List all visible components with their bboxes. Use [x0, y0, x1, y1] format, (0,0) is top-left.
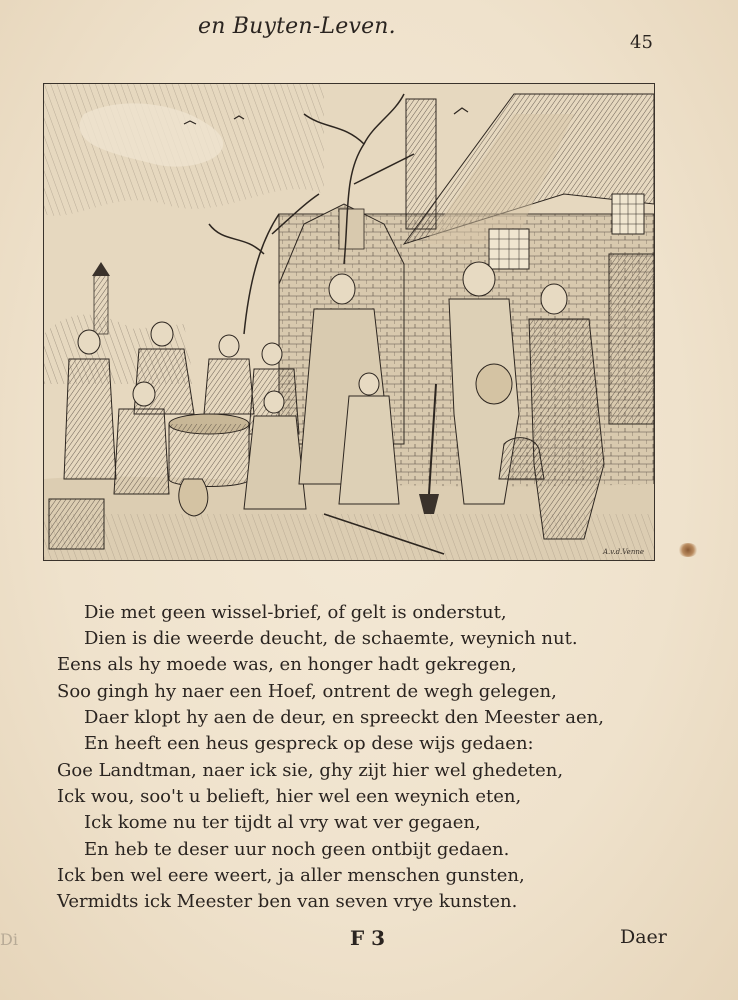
verse-line: En heb te deser uur noch geen ontbijt gedaen. [84, 839, 510, 860]
catchword: Daer [620, 926, 667, 948]
paper-stain [678, 543, 698, 557]
verse-line: Vermidts ick Meester ben van seven vrye kunsten. [57, 891, 518, 912]
engraving-illustration [43, 83, 655, 561]
verse-line: Soo gingh hy naer een Hoef, ontrent de wegh gelegen, [57, 681, 557, 702]
verse-line: Ick kome nu ter tijdt al vry wat ver gegaen, [84, 812, 481, 833]
signature-mark: F 3 [350, 926, 386, 950]
verse-line: En heeft een heus gespreck op dese wijs gedaen: [84, 733, 534, 754]
verse-line: Ick ben wel eere weert, ja aller menschen gunsten, [57, 865, 525, 886]
verse-line: Daer klopt hy aen de deur, en spreeckt den Meester aen, [84, 707, 604, 728]
page-number: 45 [630, 32, 653, 53]
running-title: en Buyten-Leven. [198, 14, 396, 39]
verse-line: Dien is die weerde deucht, de schaemte, weynich nut. [84, 628, 578, 649]
verse-line: Die met geen wissel-brief, of gelt is onderstut, [84, 602, 507, 623]
engraving-scene [44, 84, 654, 560]
verse-line: Eens als hy moede was, en honger hadt gekregen, [57, 654, 517, 675]
bleed-through-text: Di [0, 930, 18, 949]
engraver-signature: A.v.d.Venne [602, 548, 644, 556]
verse-line: Goe Landtman, naer ick sie, ghy zijt hier wel ghedeten, [57, 760, 564, 781]
verse-line: Ick wou, soo't u belieft, hier wel een weynich eten, [57, 786, 522, 807]
